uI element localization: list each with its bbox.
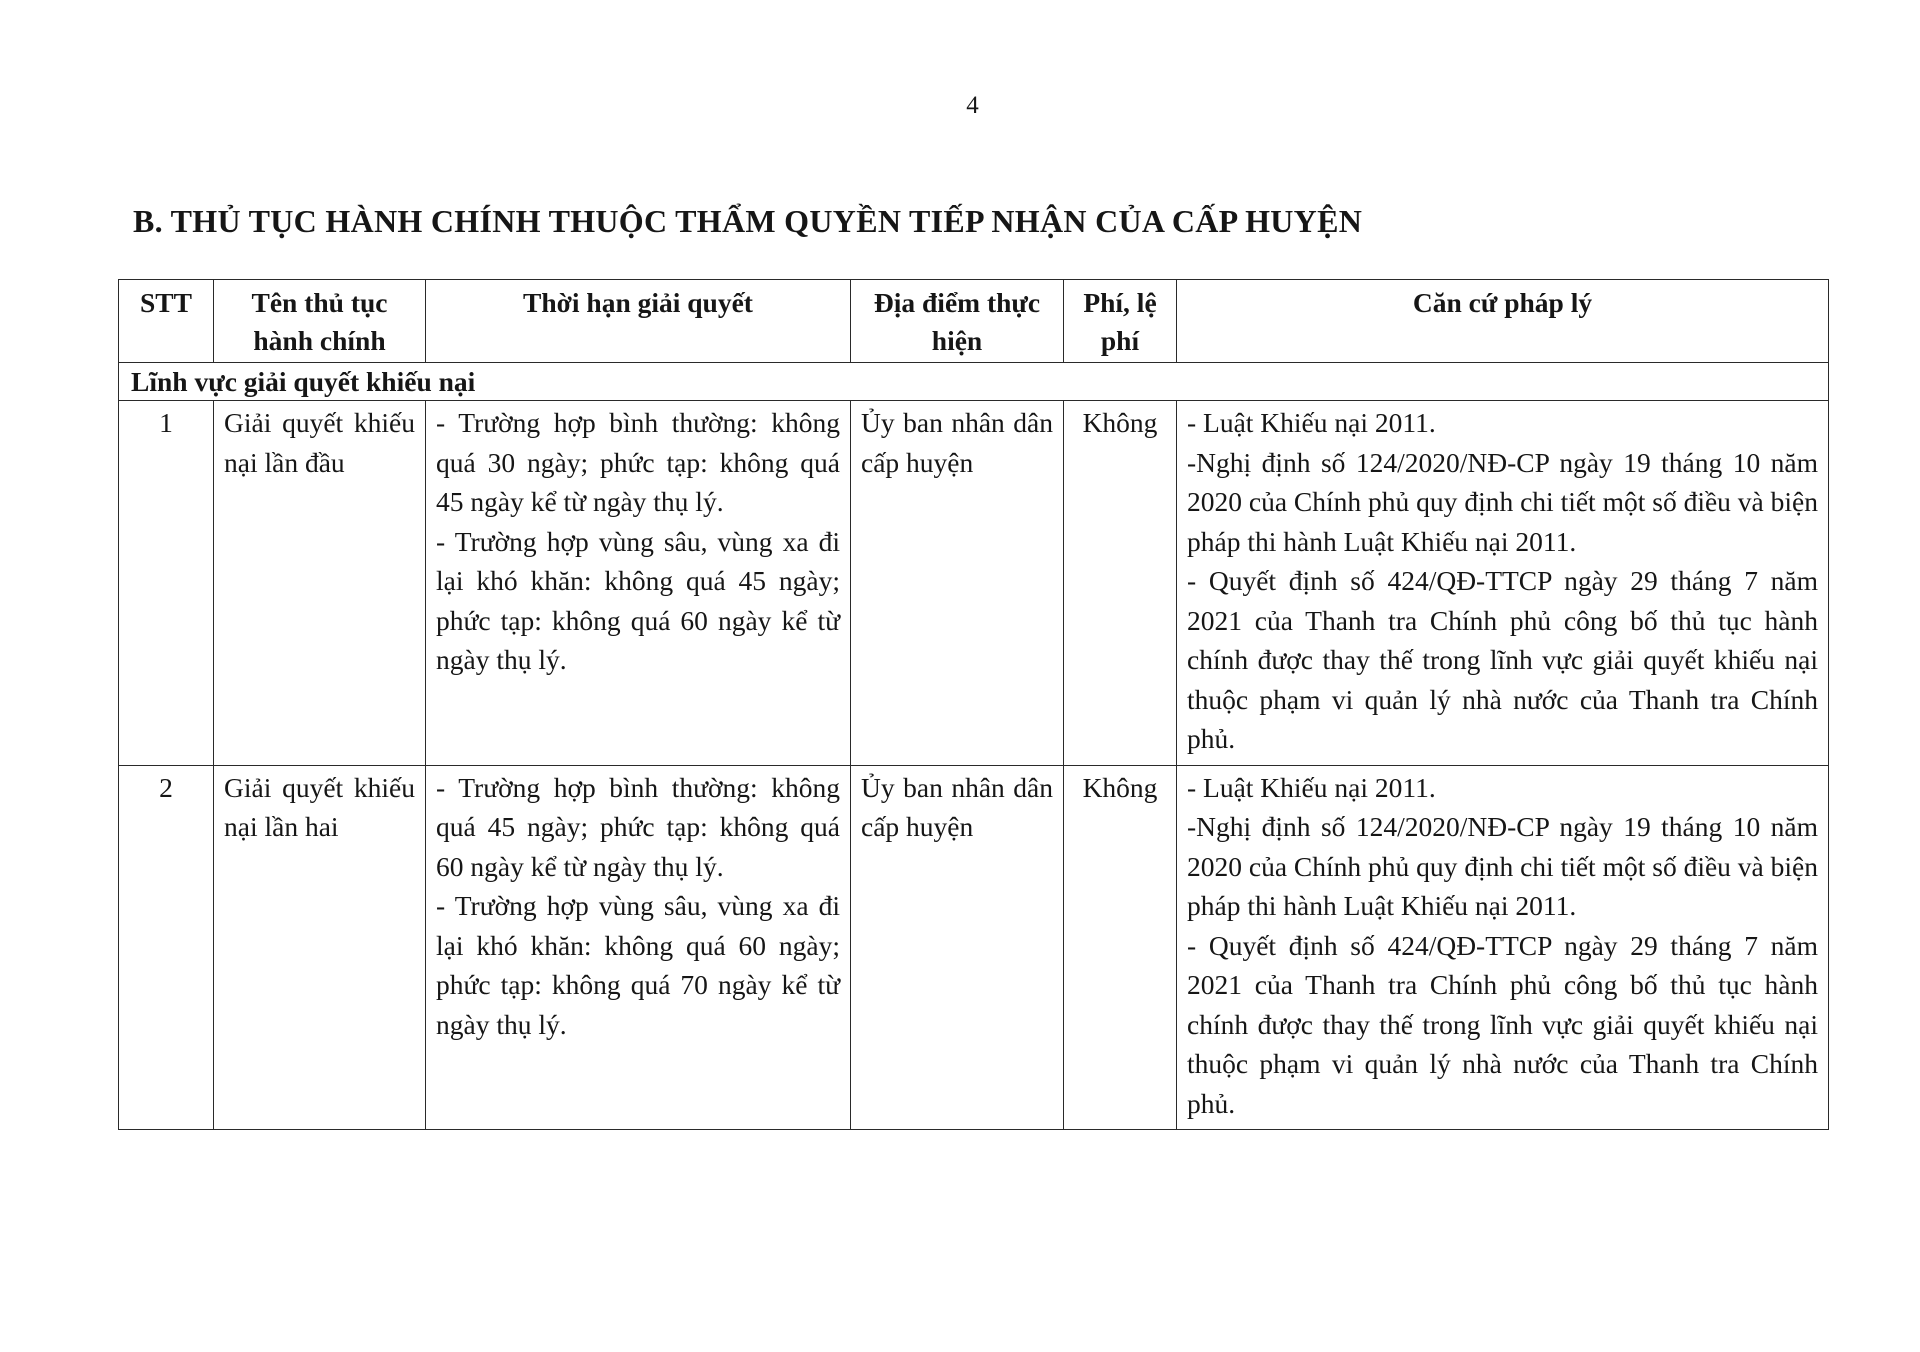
table-row	[119, 765, 1829, 1130]
deadline-normal: - Trường hợp bình thường: không quá 45 ngày; phức tạp: không quá 60 ngày kể từ ngày thụ lý.	[436, 771, 840, 882]
header-procedure-name: Tên thủ tục hành chính	[214, 280, 426, 363]
page-number: 4	[966, 92, 979, 119]
row-procedure-name	[214, 401, 426, 766]
row-fee: Không	[1064, 765, 1177, 1130]
table-header-row	[119, 280, 1829, 363]
section-title: B. THỦ TỤC HÀNH CHÍNH THUỘC THẨM QUYỀN TIẾP NHẬN CỦA CẤP HUYỆN	[133, 203, 1363, 239]
procedure-name-text: Giải quyết khiếu nại lần đầu	[224, 407, 415, 478]
field-row	[119, 363, 1829, 401]
header-legal-basis: Căn cứ pháp lý	[1177, 280, 1829, 363]
row-procedure-name	[214, 765, 426, 1130]
row-fee: Không	[1064, 401, 1177, 766]
procedure-name-text: Giải quyết khiếu nại lần hai	[224, 771, 415, 842]
row-deadline	[426, 401, 851, 766]
location-text: Ủy ban nhân dân cấp huyện	[861, 771, 1053, 842]
row-location	[851, 765, 1064, 1130]
deadline-remote: - Trường hợp vùng sâu, vùng xa đi lại khó khăn: không quá 60 ngày; phức tạp: không quá 70 ngày kể từ ngày thụ lý.	[436, 890, 840, 1040]
row-legal-basis	[1177, 401, 1829, 766]
header-fee: Phí, lệ phí	[1064, 280, 1177, 363]
row-stt: 1	[119, 401, 214, 766]
legal-item: -Nghị định số 124/2020/NĐ-CP ngày 19 tháng 10 năm 2020 của Chính phủ quy định chi tiết một số điều và biện pháp thi hành Luật Khiếu nại 2011.	[1187, 811, 1818, 921]
legal-item: - Quyết định số 424/QĐ-TTCP ngày 29 tháng 7 năm 2021 của Thanh tra Chính phủ công bố thủ tục hành chính được thay thế trong lĩnh vực giải quyết khiếu nại thuộc phạm vi quản lý nhà nước của Thanh tra Chính phủ.	[1187, 929, 1818, 1119]
header-stt: STT	[119, 280, 214, 363]
legal-item: - Quyết định số 424/QĐ-TTCP ngày 29 tháng 7 năm 2021 của Thanh tra Chính phủ công bố thủ tục hành chính được thay thế trong lĩnh vực giải quyết khiếu nại thuộc phạm vi quản lý nhà nước của Thanh tra Chính phủ.	[1187, 565, 1818, 754]
field-title: Lĩnh vực giải quyết khiếu nại	[119, 363, 1829, 401]
legal-item: - Luật Khiếu nại 2011.	[1187, 407, 1436, 438]
row-deadline	[426, 765, 851, 1130]
row-legal-basis	[1177, 765, 1829, 1130]
legal-item: - Luật Khiếu nại 2011.	[1187, 771, 1436, 803]
deadline-remote: - Trường hợp vùng sâu, vùng xa đi lại khó khăn: không quá 45 ngày; phức tạp: không quá 60 ngày kể từ ngày thụ lý.	[436, 525, 840, 675]
header-location: Địa điểm thực hiện	[851, 280, 1064, 363]
row-stt: 2	[119, 765, 214, 1130]
legal-item: -Nghị định số 124/2020/NĐ-CP ngày 19 tháng 10 năm 2020 của Chính phủ quy định chi tiết một số điều và biện pháp thi hành Luật Khiếu nại 2011.	[1187, 446, 1818, 557]
row-location	[851, 401, 1064, 766]
location-text: Ủy ban nhân dân cấp huyện	[861, 407, 1053, 478]
procedures-table	[118, 279, 1829, 1130]
table-row	[119, 401, 1829, 766]
deadline-normal: - Trường hợp bình thường: không quá 30 ngày; phức tạp: không quá 45 ngày kể từ ngày thụ lý.	[436, 407, 840, 517]
header-deadline: Thời hạn giải quyết	[426, 280, 851, 363]
